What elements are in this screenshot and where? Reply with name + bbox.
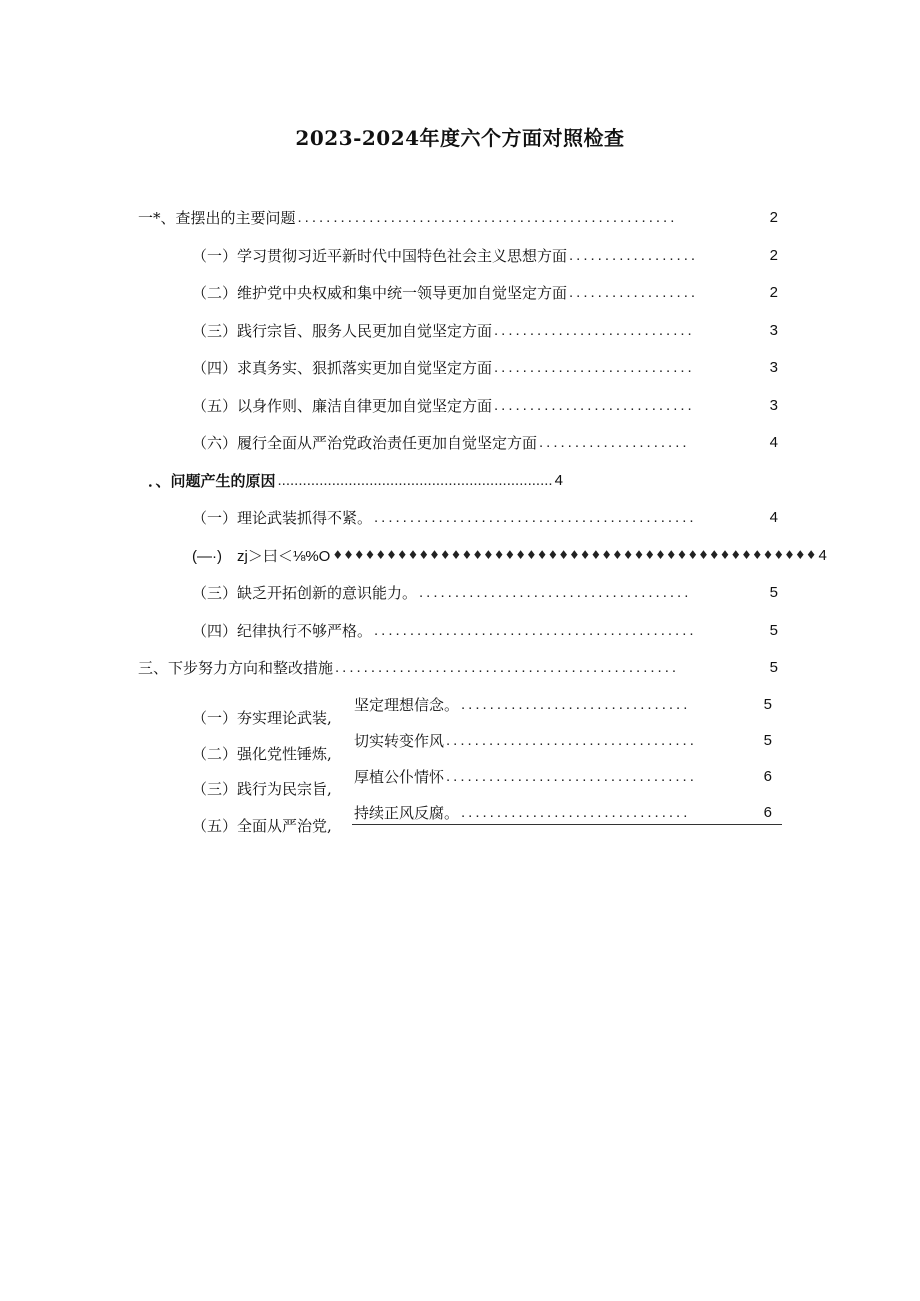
toc-leader-dots: ............................ [494,358,695,376]
toc-entry[interactable] [192,280,778,304]
toc-page-number: 3 [769,358,778,376]
toc-sub-entry[interactable] [354,764,772,788]
toc-leader-dots: ...................................... [419,583,692,601]
toc-sub-entry-prefix[interactable]: （二）强化党性锤炼, [192,744,332,763]
toc-entry[interactable] [192,543,827,567]
toc-entry[interactable] [192,430,778,454]
toc-page-number: 6 [763,803,772,821]
toc-page-number: 2 [769,246,778,264]
toc-page-number: 5 [763,695,772,713]
toc-entry-label: 持续正风反腐。 [354,803,460,822]
toc-leader-dots: .................................................................. [277,471,553,489]
toc-page-number: 5 [769,658,778,676]
toc-entry[interactable] [138,655,778,679]
toc-entry-label: 切实转变作风 [354,731,445,750]
document-title: 2023-2024年度六个方面对照检查 [295,126,625,150]
toc-leader-dots: ♦♦♦♦♦♦♦♦♦♦♦♦♦♦♦♦♦♦♦♦♦♦♦♦♦♦♦♦♦♦♦♦♦♦♦♦♦♦♦♦♦♦♦♦♦ [332,548,817,562]
toc-leader-dots: ................................... [446,767,697,785]
toc-page-number: 4 [769,508,778,526]
toc-entry-label: （四）求真务实、狠抓落实更加自觉坚定方面 [192,358,493,377]
toc-sub-entry[interactable] [354,800,772,824]
toc-sub-entry-prefix[interactable]: （三）践行为民宗旨, [192,779,332,798]
toc-entry[interactable] [192,580,778,604]
toc-page-number: 5 [763,731,772,749]
toc-sub-entry[interactable] [354,692,772,716]
toc-leader-dots: ............................ [494,396,695,414]
toc-leader-dots: ................................ [461,803,691,821]
toc-page-number: 3 [769,396,778,414]
toc-entry-label: 三、下步努力方向和整改措施 [138,658,334,677]
toc-entry-label: （四）纪律执行不够严格。 [192,621,373,640]
toc-entry-label: ．、问题产生的原因 [148,471,276,490]
toc-leader-dots: .................. [569,283,699,301]
toc-leader-dots: ..................................................... [297,208,678,226]
toc-leader-dots: ..................... [539,433,690,451]
toc-page-number: 4 [818,546,827,564]
toc-page-number: 4 [554,471,563,489]
toc-entry[interactable] [192,505,778,529]
toc-leader-dots: ................................... [446,731,697,749]
toc-page-number: 2 [769,283,778,301]
toc-sub-entry-prefix-text: （五）全面从严治党, [192,817,332,835]
toc-entry-label: 一*、查摆出的主要问题 [138,208,296,227]
toc-sub-entry-prefix[interactable]: （一）夯实理论武装, [192,708,332,727]
bottom-rule-line [352,824,782,825]
toc-entry-label: （六）履行全面从严治党政治责任更加自觉坚定方面 [192,433,538,452]
toc-page-number: 5 [769,621,778,639]
toc-entry-label: 坚定理想信念。 [354,695,460,714]
toc-entry-label: （一）理论武装抓得不紧。 [192,508,373,527]
toc-leader-dots: ............................................. [374,508,697,526]
toc-entry-label: （三）缺乏开拓创新的意识能力。 [192,583,418,602]
toc-entry-label: （五）以身作则、廉洁自律更加自觉坚定方面 [192,396,493,415]
toc-page-number: 6 [763,767,772,785]
toc-entry[interactable] [192,318,778,342]
toc-entry[interactable] [192,243,778,267]
toc-page-number: 5 [769,583,778,601]
toc-entry[interactable] [192,393,778,417]
toc-leader-dots: ............................................. [374,621,697,639]
toc-page-number: 2 [769,208,778,226]
toc-entry-label: （二）维护党中央权威和集中统一领导更加自觉坚定方面 [192,283,568,302]
toc-leader-dots: ............................ [494,321,695,339]
toc-sub-entry[interactable] [354,728,772,752]
toc-entry-label: （三）践行宗旨、服务人民更加自觉坚定方面 [192,321,493,340]
toc-leader-dots: ................................................ [335,658,680,676]
toc-sub-entry-prefix-clipped[interactable] [192,814,332,835]
toc-entry[interactable] [192,618,778,642]
toc-leader-dots: ................................ [461,695,691,713]
toc-entry[interactable] [148,468,563,492]
toc-page-number: 3 [769,321,778,339]
toc-entry[interactable] [192,355,778,379]
toc-entry-label: (—·) zj＞曰＜⅛%O [192,547,331,565]
toc-page-number: 4 [769,433,778,451]
toc-entry[interactable] [138,205,778,229]
toc-leader-dots: .................. [569,246,699,264]
toc-entry-label: 厚植公仆情怀 [354,767,445,786]
toc-entry-label: （一）学习贯彻习近平新时代中国特色社会主义思想方面 [192,246,568,265]
